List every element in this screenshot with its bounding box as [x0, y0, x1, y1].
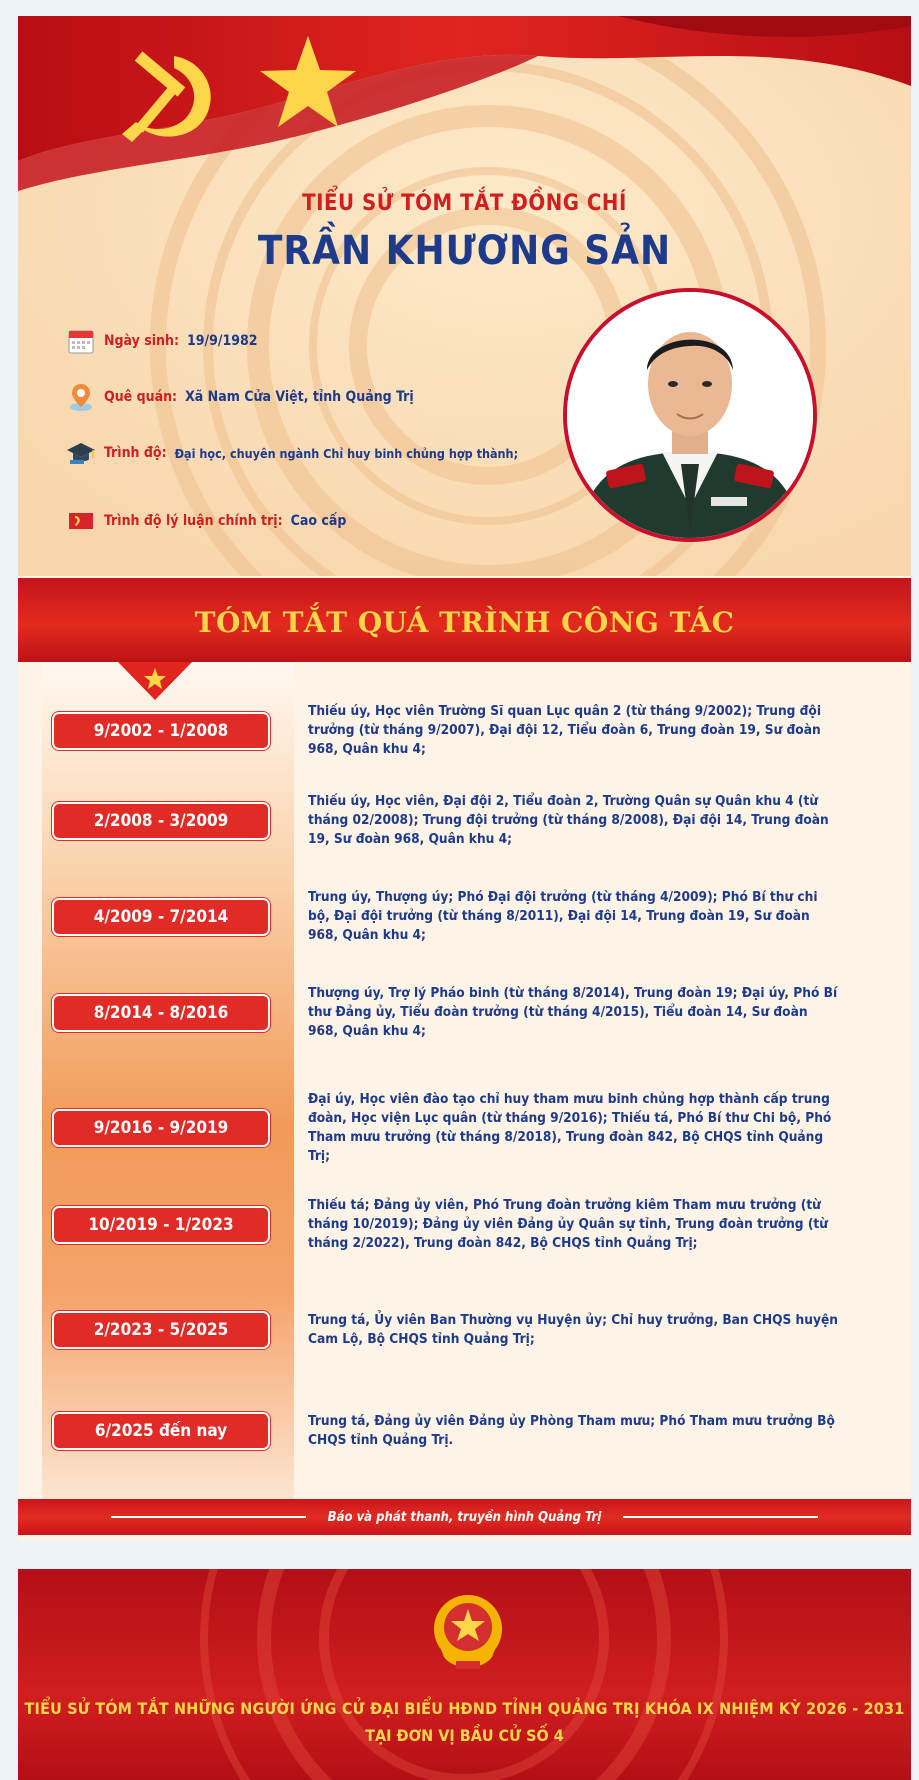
dob-value: 19/9/1982 — [187, 333, 258, 349]
timeline-text: Thiếu úy, Học viên Trường Sĩ quan Lục quân 2 (từ tháng 9/2002); Trung đội trưởng (từ tháng 9/2007), Đại đội 12, Tiểu đoàn 6, Trung đoàn 19, Sư đoàn 968, Quân khu 4; — [308, 703, 822, 757]
timeline-text: Trung tá, Đảng ủy viên Đảng ủy Phòng Tham mưu; Phó Tham mưu trưởng Bộ CHQS tỉnh Quảng Trị. — [308, 1413, 835, 1448]
dob-label: Ngày sinh: — [104, 333, 180, 349]
timeline-text: Trung tá, Ủy viên Ban Thường vụ Huyện ủy; Chỉ huy trưởng, Ban CHQS huyện Cam Lộ, Bộ CHQS tỉnh Quảng Trị; — [308, 1312, 838, 1347]
political-row — [66, 504, 346, 538]
education-row — [66, 436, 518, 470]
timeline-star-marker — [118, 662, 192, 700]
timeline-column — [42, 662, 294, 1502]
timeline-period: 2/2023 - 5/2025 — [52, 1311, 270, 1349]
footer-divider — [111, 1516, 306, 1518]
education-value: Đại học, chuyên ngành Chỉ huy binh chủng hợp thành; — [174, 445, 519, 461]
biography-card — [18, 16, 911, 1540]
political-value: Cao cấp — [290, 513, 347, 529]
hammer-sickle-icon — [114, 46, 224, 146]
timeline-entry — [52, 888, 892, 945]
timeline-period: 8/2014 - 8/2016 — [52, 994, 270, 1032]
political-label: Trình độ lý luận chính trị: — [104, 513, 283, 529]
hometown-row — [66, 380, 414, 414]
national-emblem-icon — [430, 1591, 506, 1673]
constituency-title: TẠI ĐƠN VỊ BẦU CỬ SỐ 4 — [365, 1726, 564, 1745]
location-pin-icon — [66, 382, 96, 412]
timeline-period: 6/2025 đến nay — [52, 1412, 270, 1450]
hometown-value: Xã Nam Cửa Việt, tỉnh Quảng Trị — [185, 389, 414, 405]
hometown-label: Quê quán: — [104, 389, 178, 405]
timeline-text: Thượng úy, Trợ lý Pháo binh (từ tháng 8/2014), Trung đoàn 19; Đại úy, Phó Bí thư Đảng ủy, Tiểu đoàn trưởng (từ tháng 4/2015), Tiểu đoàn 14, Sư đoàn 968, Quân khu 4; — [308, 985, 838, 1039]
dob-row — [66, 324, 258, 358]
timeline-period: 10/2019 - 1/2023 — [52, 1206, 270, 1244]
person-name: TRẦN KHƯƠNG SẢN — [257, 228, 672, 274]
timeline-entry — [52, 984, 892, 1041]
footer-divider — [623, 1516, 818, 1518]
timeline-entry — [52, 1311, 892, 1349]
calendar-icon — [66, 326, 96, 356]
graduation-cap-icon — [66, 438, 96, 468]
section-banner — [18, 578, 911, 662]
timeline-entry — [52, 1090, 892, 1166]
party-flag-icon — [66, 506, 96, 536]
star-icon — [258, 34, 358, 130]
timeline-text: Đại úy, Học viên đào tạo chỉ huy tham mưu binh chủng hợp thành cấp trung đoàn, Học viện Lục quân (từ tháng 9/2016); Thiếu tá, Phó Bí thư Chi bộ, Phó Tham mưu trưởng (từ tháng 8/2018), Trung đoàn 842, Bộ CHQS tỉnh Quảng Trị; — [308, 1091, 832, 1164]
timeline-period: 9/2016 - 9/2019 — [52, 1109, 270, 1147]
candidates-title: TIỂU SỬ TÓM TẮT NHỮNG NGƯỜI ỨNG CỬ ĐẠI BIỂU HĐND TỈNH QUẢNG TRỊ KHÓA IX NHIỆM KỲ 2026 - 2031 — [24, 1699, 905, 1718]
timeline-entry — [52, 792, 892, 849]
timeline-entry — [52, 1412, 892, 1450]
timeline-period: 2/2008 - 3/2009 — [52, 802, 270, 840]
timeline-text: Thiếu tá; Đảng ủy viên, Phó Trung đoàn trưởng kiêm Tham mưu trưởng (từ tháng 10/2019); Đảng ủy viên Đảng ủy Quân sự tỉnh, Trung đoàn trưởng (từ tháng 2/2022), Trung đoàn 842, Bộ CHQS tỉnh Quảng Trị; — [308, 1197, 828, 1251]
timeline-entry — [52, 702, 892, 759]
education-label: Trình độ: — [104, 445, 167, 461]
source-footer — [18, 1499, 911, 1535]
timeline-period: 4/2009 - 7/2014 — [52, 898, 270, 936]
timeline-text: Trung úy, Thượng úy; Phó Đại đội trưởng (từ tháng 4/2009); Phó Bí thư chi bộ, Đại đội trưởng (từ tháng 8/2011), Đại đội 14, Trung đoàn 19, Sư đoàn 968, Quân khu 4; — [308, 889, 818, 943]
candidates-banner — [18, 1569, 911, 1780]
biography-subtitle: TIỂU SỬ TÓM TẮT ĐỒNG CHÍ — [302, 191, 627, 216]
portrait-photo — [563, 288, 817, 542]
section-title: TÓM TẮT QUÁ TRÌNH CÔNG TÁC — [194, 606, 735, 639]
source-credit: Báo và phát thanh, truyền hình Quảng Trị — [327, 1509, 602, 1525]
timeline-period: 9/2002 - 1/2008 — [52, 712, 270, 750]
timeline-text: Thiếu úy, Học viên, Đại đội 2, Tiểu đoàn 2, Trường Quân sự Quân khu 4 (từ tháng 02/2008); Trung đội trưởng (từ tháng 8/2008), Đại đội 14, Trung đoàn 19, Sư đoàn 968, Quân khu 4; — [308, 793, 829, 847]
timeline-entry — [52, 1196, 892, 1253]
